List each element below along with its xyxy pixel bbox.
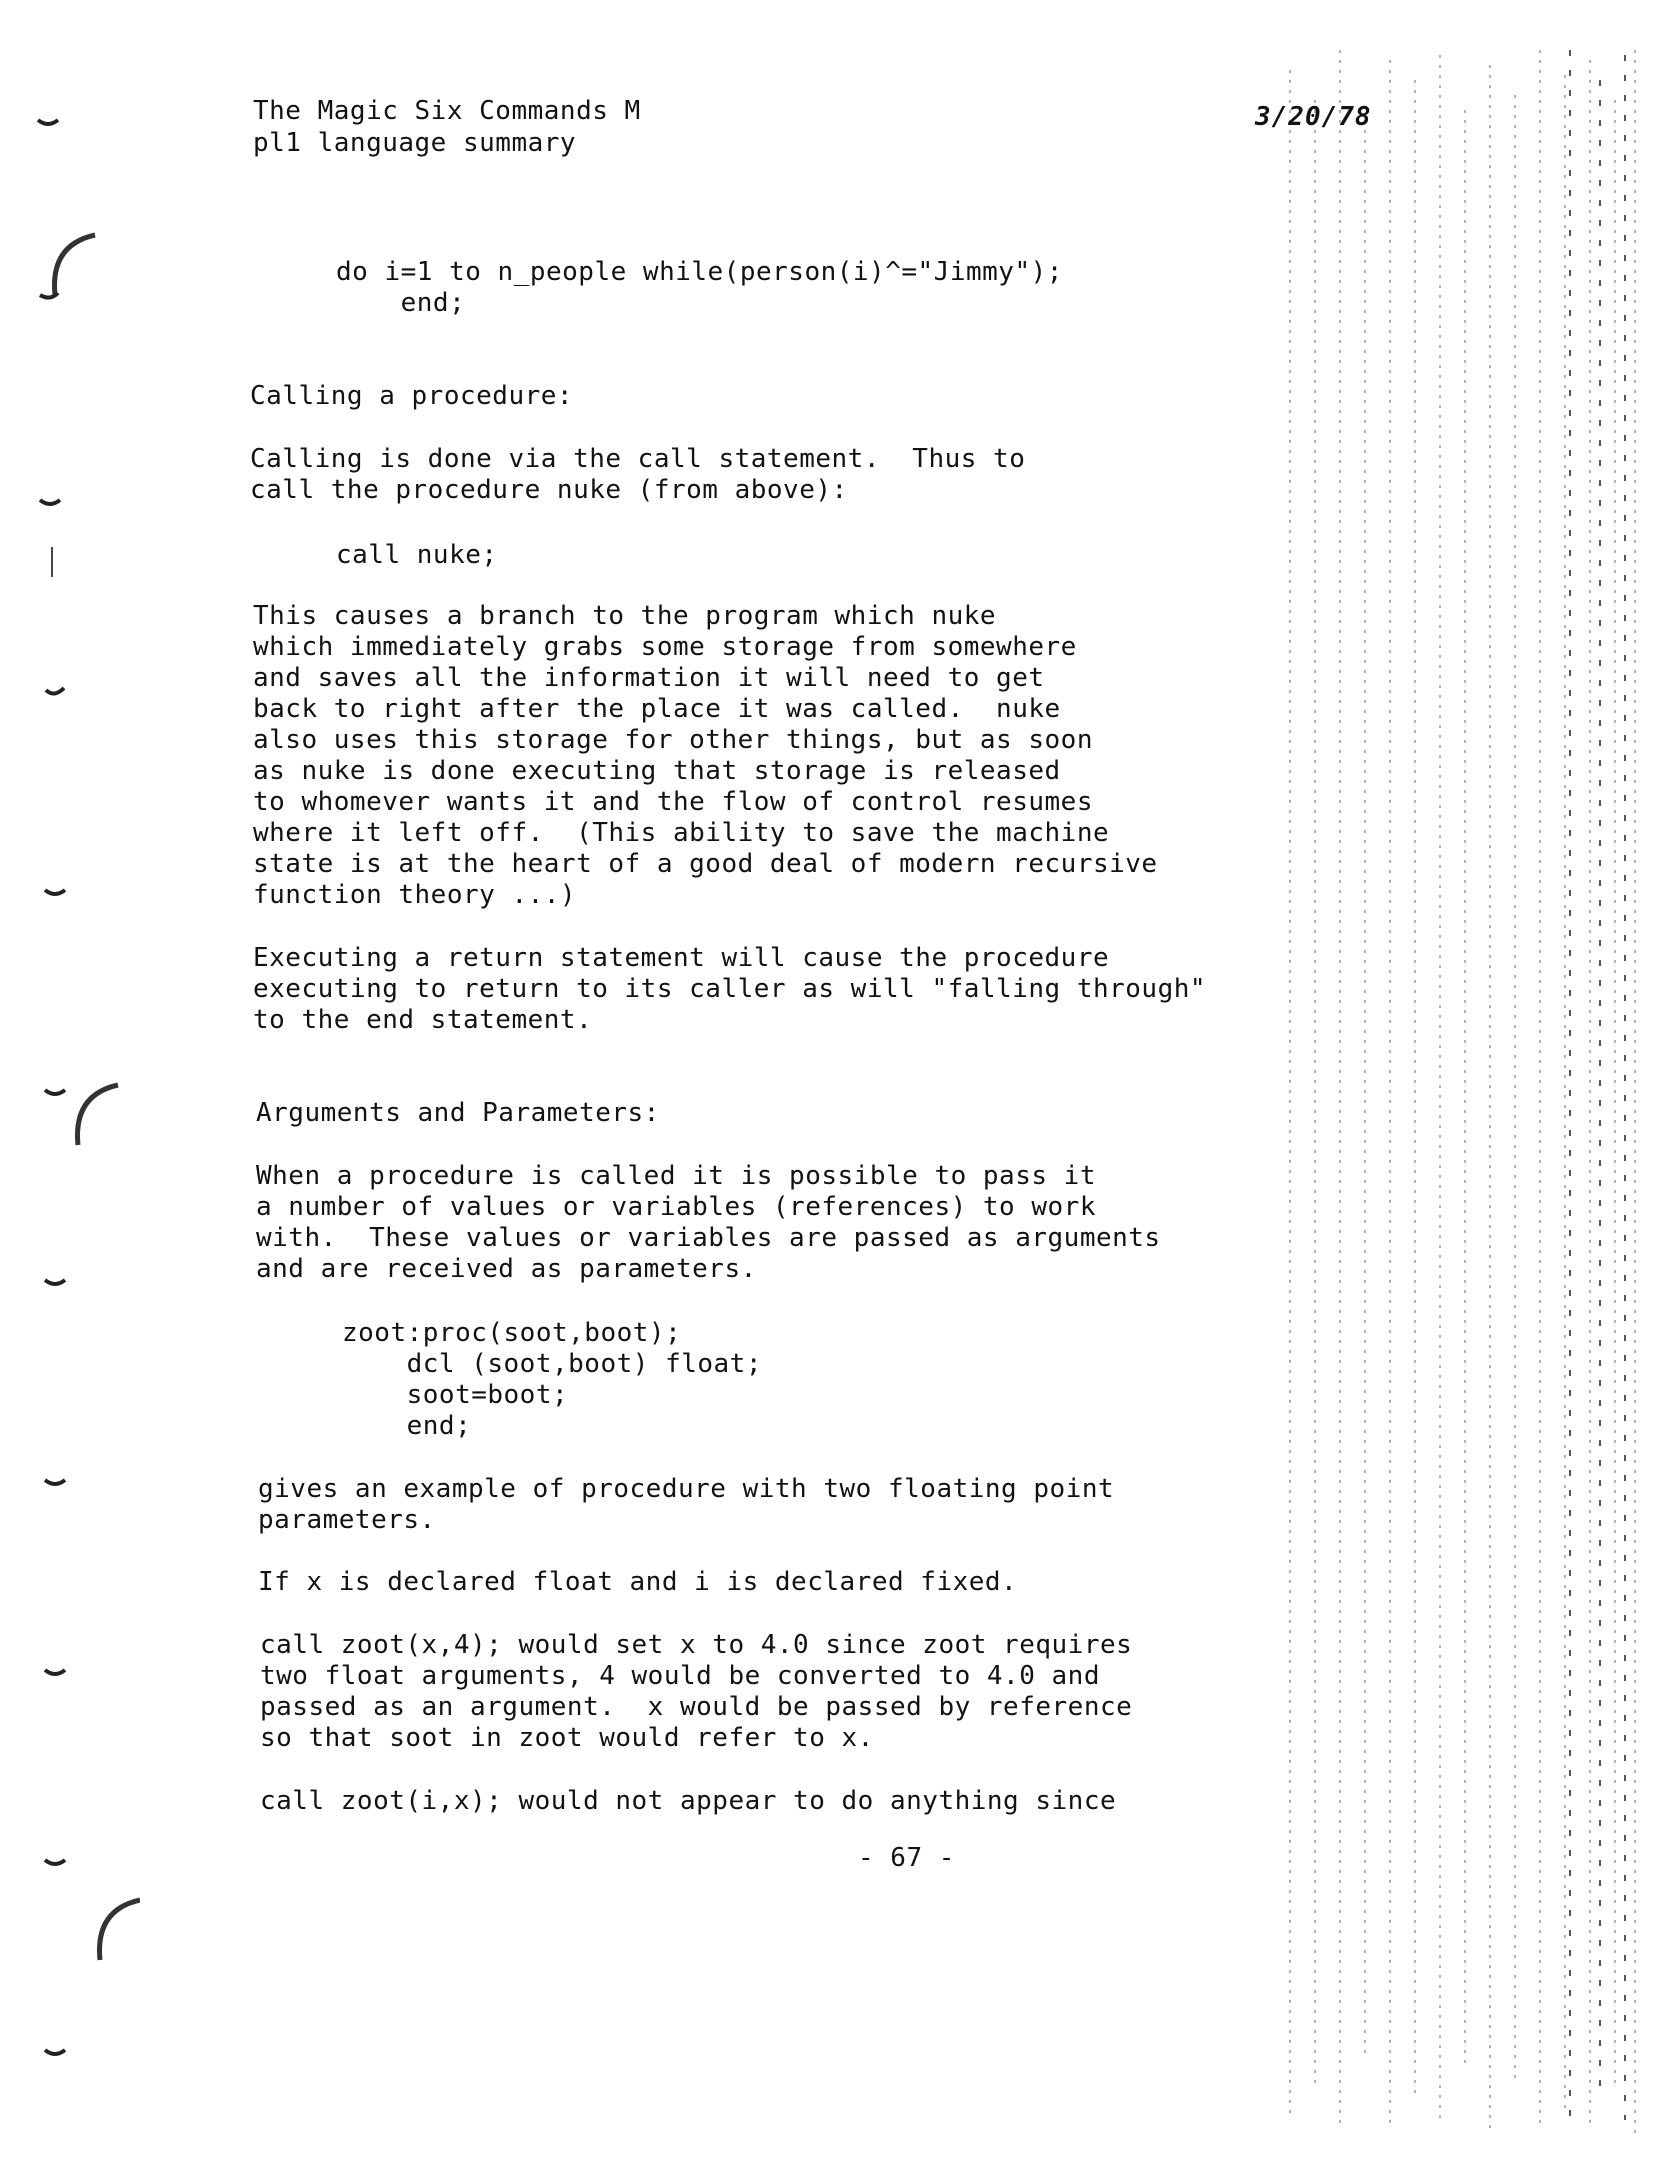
section-heading-calling: Calling a procedure: xyxy=(250,381,574,411)
paragraph-line: Calling is done via the call statement. Thus to xyxy=(250,444,1026,474)
page-number: - 67 - xyxy=(858,1843,955,1873)
code-line: dcl (soot,boot) float; xyxy=(342,1349,762,1379)
paragraph-line: where it left off. (This ability to save the machine xyxy=(253,818,1110,848)
paragraph-line: as nuke is done executing that storage is released xyxy=(253,756,1061,786)
binder-margin-marks xyxy=(0,0,140,2161)
paragraph-line: passed as an argument. x would be passed by reference xyxy=(260,1692,1133,1722)
header-date: 3/20/78 xyxy=(1255,102,1372,132)
paragraph-line: Executing a return statement will cause the procedure xyxy=(253,943,1110,973)
code-line: zoot:proc(soot,boot); xyxy=(342,1318,682,1348)
paragraph-line: with. These values or variables are passed as arguments xyxy=(256,1223,1161,1253)
paragraph-line: state is at the heart of a good deal of modern recursive xyxy=(253,849,1158,879)
paragraph-line: call zoot(i,x); would not appear to do anything since xyxy=(260,1786,1117,1816)
paragraph-line: and are received as parameters. xyxy=(256,1254,757,1284)
section-heading-arguments: Arguments and Parameters: xyxy=(256,1098,660,1128)
paragraph-line: back to right after the place it was called. nuke xyxy=(253,694,1061,724)
paragraph-line: which immediately grabs some storage from somewhere xyxy=(253,632,1077,662)
paragraph-line: also uses this storage for other things, but as soon xyxy=(253,725,1093,755)
paragraph-line: executing to return to its caller as will "falling through" xyxy=(253,974,1207,1004)
code-line: do i=1 to n_people while(person(i)^="Jimmy"); xyxy=(336,257,1063,287)
code-line: end; xyxy=(336,288,466,318)
code-line: soot=boot; xyxy=(342,1380,569,1410)
paragraph-line: If x is declared float and i is declared fixed. xyxy=(258,1567,1018,1597)
paragraph-line: call zoot(x,4); would set x to 4.0 since zoot requires xyxy=(260,1630,1133,1660)
scan-noise-band xyxy=(1270,40,1650,2140)
paragraph-line: gives an example of procedure with two floating point xyxy=(258,1474,1115,1504)
code-line: end; xyxy=(342,1411,472,1441)
paragraph-line: When a procedure is called it is possible to pass it xyxy=(256,1161,1096,1191)
paragraph-line: call the procedure nuke (from above): xyxy=(250,475,848,505)
paragraph-line: parameters. xyxy=(258,1505,436,1535)
paragraph-line: and saves all the information it will need to get xyxy=(253,663,1045,693)
header-title: The Magic Six Commands M xyxy=(253,96,641,126)
paragraph-line: to whomever wants it and the flow of control resumes xyxy=(253,787,1093,817)
code-line: call nuke; xyxy=(336,540,498,570)
paragraph-line: a number of values or variables (references) to work xyxy=(256,1192,1096,1222)
paragraph-line: This causes a branch to the program which nuke xyxy=(253,601,997,631)
paragraph-line: to the end statement. xyxy=(253,1005,593,1035)
paragraph-line: two float arguments, 4 would be converted to 4.0 and xyxy=(260,1661,1100,1691)
header-subtitle: pl1 language summary xyxy=(253,128,577,158)
paragraph-line: so that soot in zoot would refer to x. xyxy=(260,1723,874,1753)
paragraph-line: function theory ...) xyxy=(253,880,577,910)
